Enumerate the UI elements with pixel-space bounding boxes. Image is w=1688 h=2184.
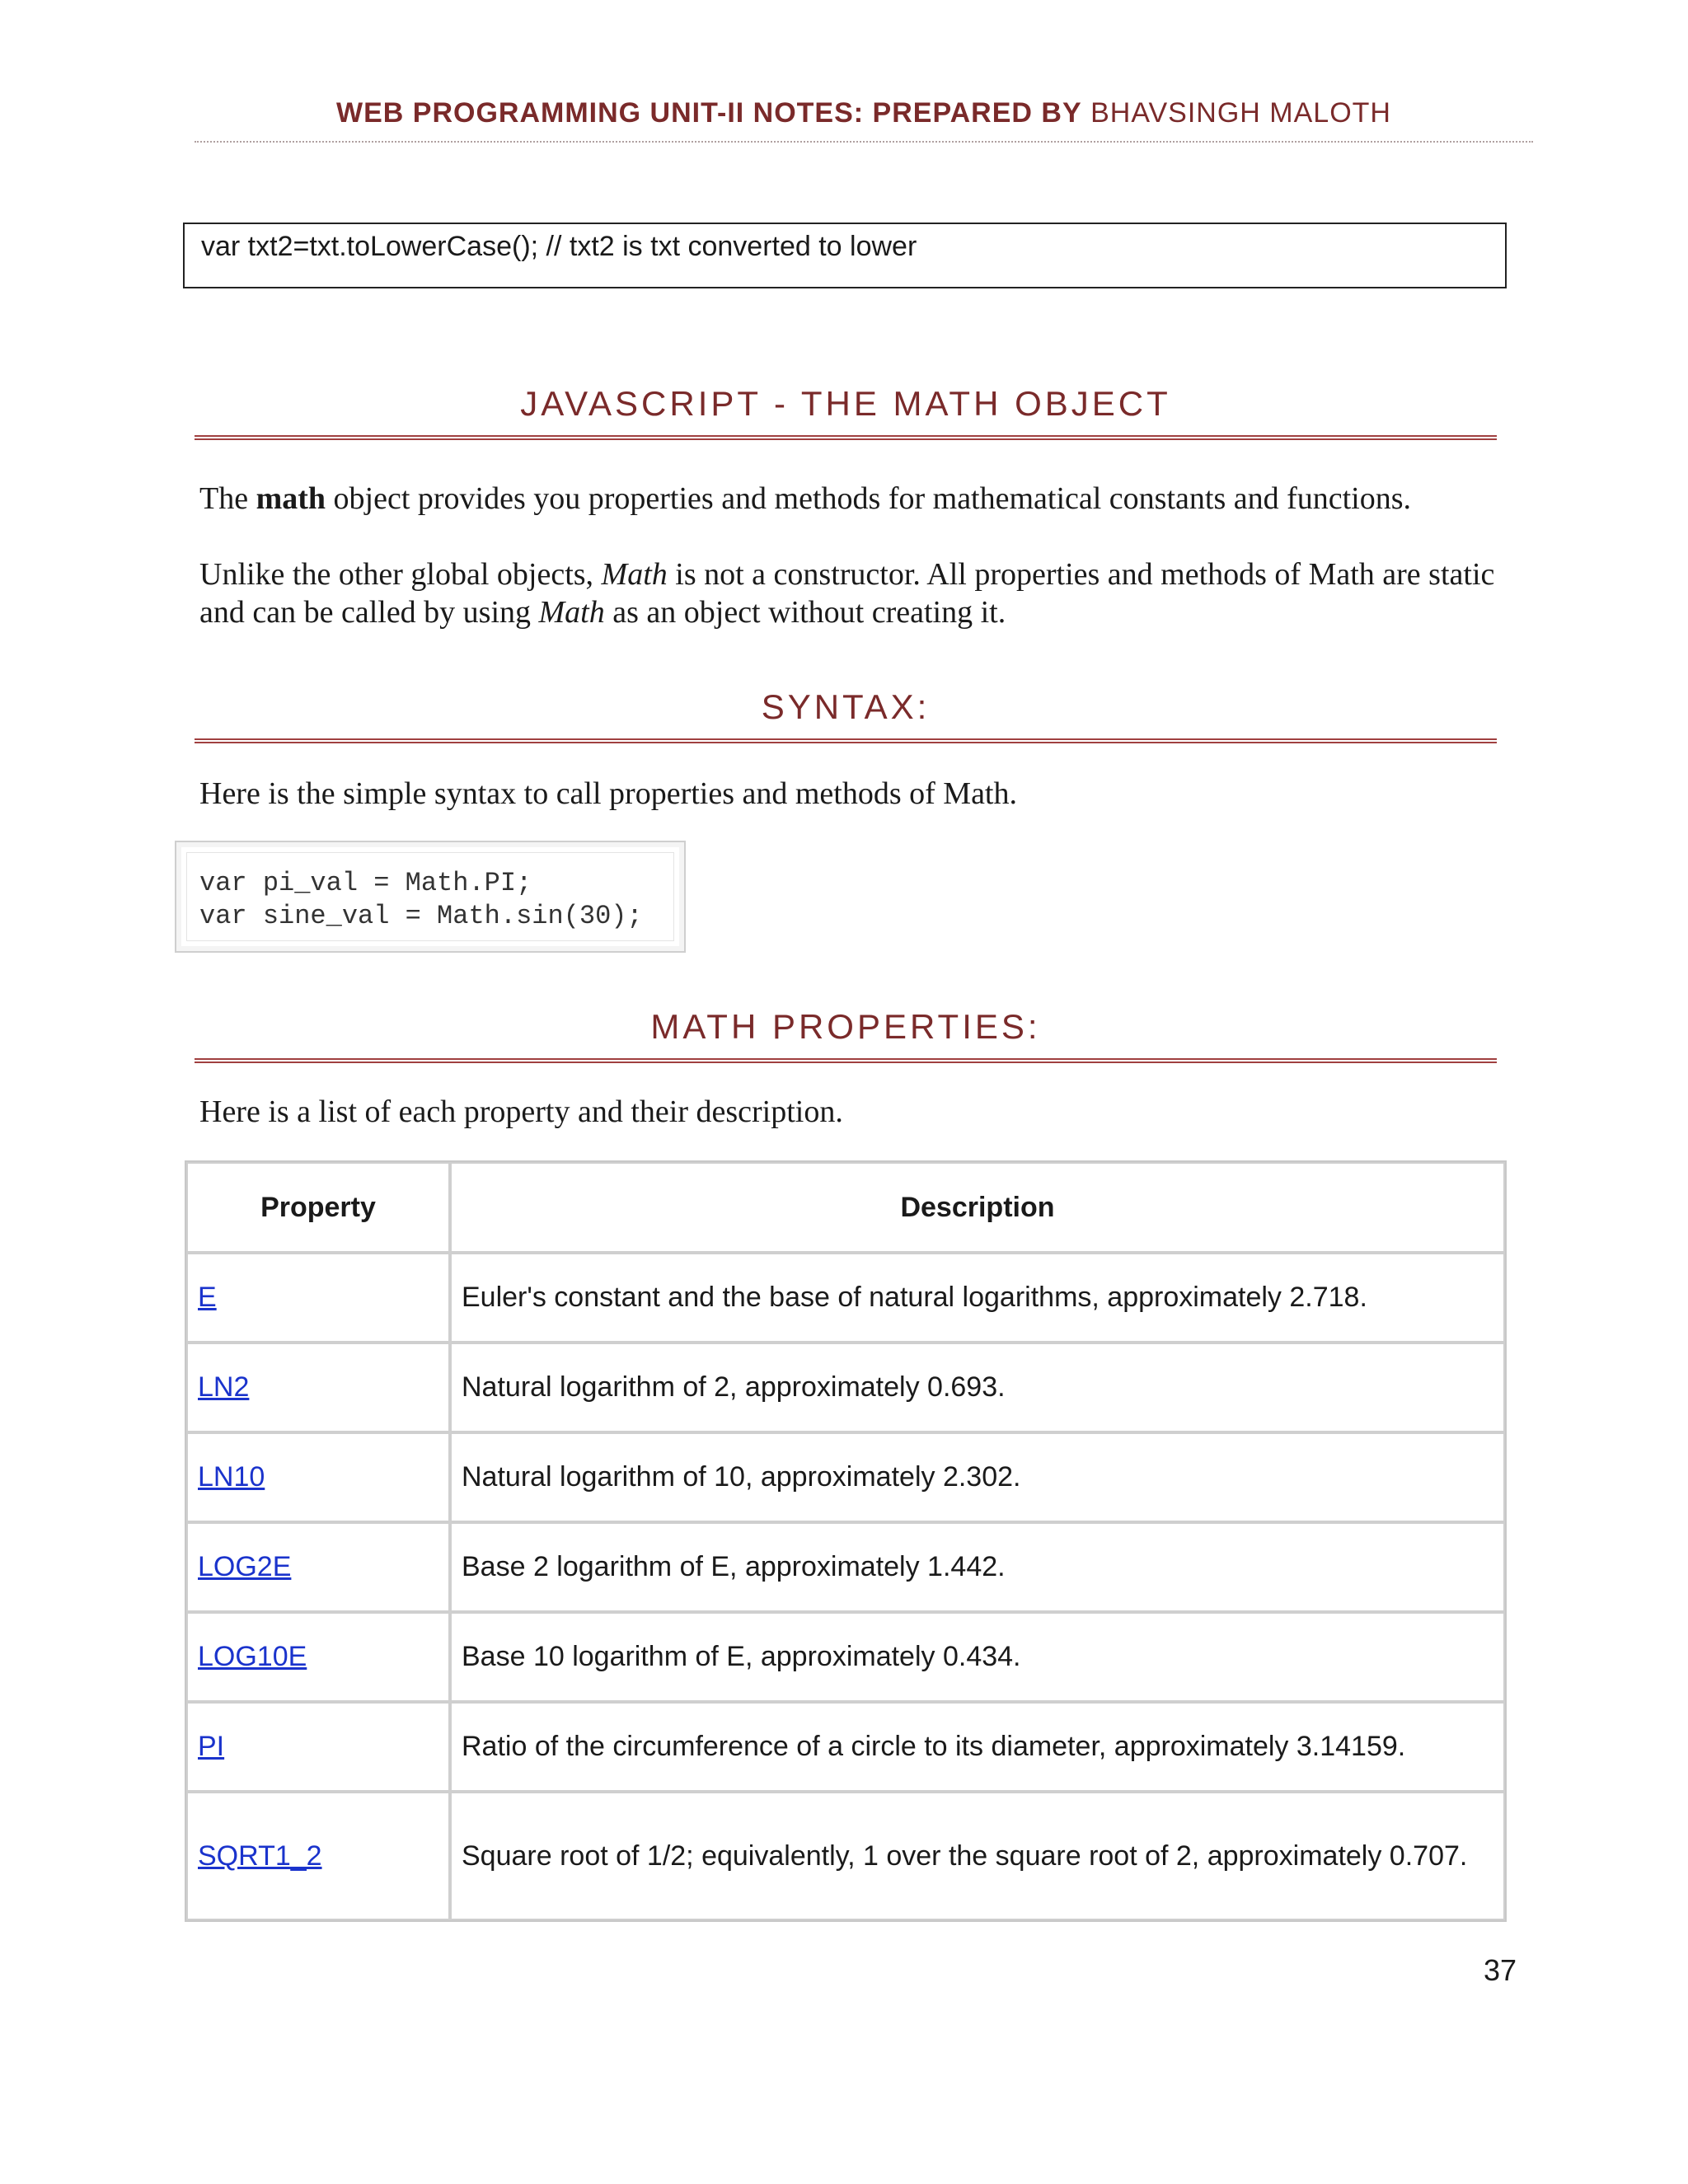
- intro-bold-math: math: [256, 481, 326, 516]
- intro-text: is not a constructor. All properties and methods of Math are static and can be called by using: [199, 557, 1495, 630]
- description-cell: Natural logarithm of 2, approximately 0.693.: [450, 1343, 1505, 1432]
- property-cell: [186, 1432, 450, 1522]
- description-cell: Natural logarithm of 10, approximately 2.302.: [450, 1432, 1505, 1522]
- property-cell: [186, 1702, 450, 1792]
- page-header: [195, 97, 1533, 143]
- table-row: [186, 1522, 1505, 1612]
- code-line: var pi_val = Math.PI;: [199, 868, 532, 898]
- section-title-properties: MATH PROPERTIES:: [195, 1007, 1497, 1063]
- description-cell: Base 10 logarithm of E, approximately 0.434.: [450, 1612, 1505, 1702]
- description-cell: Ratio of the circumference of a circle to its diameter, approximately 3.14159.: [450, 1702, 1505, 1792]
- math-properties-table: [185, 1160, 1507, 1922]
- property-link-ln2[interactable]: LN2: [198, 1371, 250, 1403]
- table-header-row: [186, 1162, 1505, 1253]
- intro-paragraph-2: [199, 555, 1510, 631]
- property-link-log10e[interactable]: LOG10E: [198, 1641, 307, 1672]
- property-link-log2e[interactable]: LOG2E: [198, 1551, 292, 1582]
- table-row: [186, 1702, 1505, 1792]
- table-row: [186, 1253, 1505, 1343]
- description-cell: Euler's constant and the base of natural logarithms, approximately 2.718.: [450, 1253, 1505, 1343]
- property-link-pi[interactable]: PI: [198, 1731, 225, 1762]
- intro-text: The: [199, 481, 256, 516]
- intro-italic-math: Math: [601, 557, 668, 592]
- section-title-syntax: SYNTAX:: [195, 687, 1497, 743]
- description-cell: Base 2 logarithm of E, approximately 1.442.: [450, 1522, 1505, 1612]
- code-snippet-syntax: [175, 841, 686, 953]
- property-link-ln10[interactable]: LN10: [198, 1461, 265, 1493]
- syntax-paragraph: Here is the simple syntax to call properties and methods of Math.: [199, 776, 1017, 811]
- section-title-math-object: JAVASCRIPT - THE MATH OBJECT: [195, 384, 1497, 440]
- column-header-property: Property: [186, 1162, 450, 1253]
- intro-italic-math: Math: [538, 595, 605, 630]
- table-row: [186, 1343, 1505, 1432]
- header-title: WEB PROGRAMMING UNIT-II NOTES: PREPARED BY: [336, 97, 1082, 129]
- property-link-sqrt1-2[interactable]: SQRT1_2: [198, 1840, 322, 1872]
- intro-text: Unlike the other global objects,: [199, 557, 602, 592]
- intro-text: as an object without creating it.: [604, 595, 1006, 630]
- code-line: var sine_val = Math.sin(30);: [199, 901, 643, 931]
- property-link-e[interactable]: E: [198, 1282, 217, 1313]
- page-number: 37: [1483, 1953, 1517, 1987]
- header-author: BHAVSINGH MALOTH: [1090, 97, 1391, 129]
- intro-paragraph-1: [199, 480, 1510, 518]
- table-row: [186, 1792, 1505, 1920]
- code-snippet-lowercase: var txt2=txt.toLowerCase(); // txt2 is txt converted to lower: [183, 223, 1507, 288]
- intro-text: object provides you properties and methods for mathematical constants and functions.: [326, 481, 1412, 516]
- column-header-description: Description: [450, 1162, 1505, 1253]
- properties-paragraph: Here is a list of each property and their description.: [199, 1094, 843, 1129]
- property-cell: [186, 1522, 450, 1612]
- property-cell: [186, 1343, 450, 1432]
- description-cell: Square root of 1/2; equivalently, 1 over the square root of 2, approximately 0.707.: [450, 1792, 1505, 1920]
- property-cell: [186, 1792, 450, 1920]
- table-row: [186, 1612, 1505, 1702]
- property-cell: [186, 1253, 450, 1343]
- property-cell: [186, 1612, 450, 1702]
- table-row: [186, 1432, 1505, 1522]
